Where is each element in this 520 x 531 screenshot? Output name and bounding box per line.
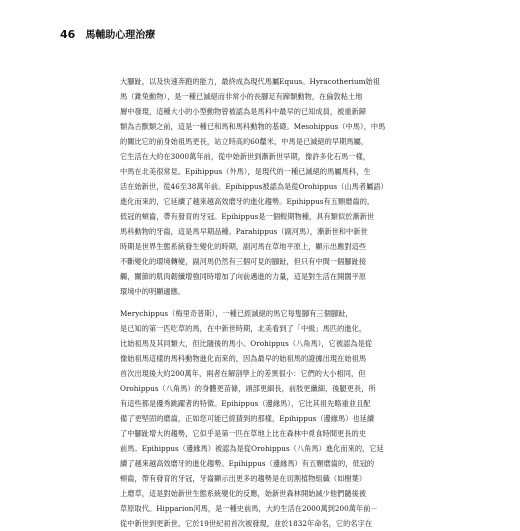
text-line: 的關比它的前身始祖馬更長，站立時高約60釐米，中馬是已滅絕的早期馬屬， <box>120 137 369 146</box>
text-line: 備了更堅固的磨齒，正如您可能已經猜到的那樣，Epihippus（邊緣馬）也延續 <box>120 414 375 423</box>
text-line: 馬科動物的牙齒，這是馬早期品種。Parahippus（副河馬），漸新世和中新世 <box>120 227 368 236</box>
text-line: 活在始新世，從46至38萬年前。Epihippus被認為是從Orohippus（山馬者屬語） <box>120 182 388 191</box>
running-title: 馬輔助心理治療 <box>85 30 156 41</box>
text-line: Orohippus（八角馬）的身體更苗條，頭部更細長，前肢更纖細，後腿更長，所 <box>120 384 376 393</box>
text-line: 前馬。Epihippus（邊緣馬）被認為是從Orohippus（八角馬）進化而來的，它延 <box>120 444 384 453</box>
text-line: 環境中的明顯適應。 <box>120 287 186 296</box>
text-line: 馬（錐兔動物），是一種已滅絕而非常小的長腳足有蹄類動物，在倫敦粘土地 <box>120 92 363 101</box>
text-line: 低冠的頰齒，帶有發育的牙冠。Epihippus是一個較期物種，具有類似於漸新世 <box>120 212 375 221</box>
text-line: 不斷變化的環境轉變，副河馬仍然有三個可見的腳趾，但只有中間一個腳趾接 <box>120 257 367 266</box>
text-line: 首次出現後大約200萬年，兩者在解剖學上的差異很小：它們的大小相同，但 <box>120 369 366 378</box>
text-line: 草原取代。Hipparion河馬，是一種史前馬，大約生活在2000萬到200萬年前－ <box>120 504 378 513</box>
text-line: 大腳趾，以及快速奔跑的能力，最終成為現代馬屬Equus。Hyracotherium始祖 <box>120 77 380 86</box>
text-line: 續了越來越高效磨牙的進化趨勢。Epihippus（邊緣馬）有五顆磨齒的，低冠的 <box>120 459 375 468</box>
page-header <box>60 26 155 41</box>
text-line: 層中發現，這種大小的小型動物曾被認為是馬科中最早的已知成員，被重新歸 <box>120 107 367 116</box>
text-line: Merychippus（梅里奇普斯），一種已經滅絕的馬它每隻腳有三個腳趾， <box>120 309 353 318</box>
text-line: 類為古獸類之前，這是一種已和馬和馬科動物的基礎。Mesohippus（中馬），中馬 <box>120 122 386 131</box>
text-line: 了中腳趾增大的趨勢，它似乎是第一匹在草地上比在森林中覓食時間更長的史 <box>120 429 367 438</box>
text-line: 比始祖馬及其同類大，但比隨後的馬小。Orohippus（八角馬），它被認為是從 <box>120 339 373 348</box>
text-line: 有這些都是優秀跳躍者的特徵。Epihippus（邊緣馬），它比其祖先略重並且配 <box>120 399 371 408</box>
text-line: 它生活在大約在3000萬年前，從中始新世到漸新世早期，像許多化石馬一樣， <box>120 152 371 161</box>
text-line: 中馬在北美很常見。Epihippus（外馬），是現代的一種已滅絕的馬屬馬科，生 <box>120 167 371 176</box>
text-line: 上磨草，這是對始新世生態系統變化的反應，始新世森林開始減少他們隨後被 <box>120 489 367 498</box>
text-line: 時期是世界生態系統發生變化的時期，副河馬在草地平原上，顯示出應對這些 <box>120 242 367 251</box>
page-number: 46 <box>60 28 76 41</box>
text-line: 進化而來的，它延續了越來越高效磨牙的進化趨勢。Epihippus有五顆磨齒的， <box>120 197 375 206</box>
body-text <box>120 74 458 531</box>
text-line: 觸，關節的肌肉韌纖增強同時增加了向前邁進的力量，這是對生活在開闊平原 <box>120 272 367 281</box>
text-line: 從中新世到更新世，它於19世紀初首次被發現，並於1832年命名，它的名字在 <box>120 519 373 528</box>
text-line: 像始祖馬這樣的馬科動物進化而來的，因為最早的始祖馬的證據出現在始祖馬 <box>120 354 367 363</box>
paragraph-1 <box>120 74 458 299</box>
paragraph-gap <box>120 299 458 306</box>
text-line: 是已知的第一匹吃草的馬，在中新世時期，北美看到了「中級」馬匹的進化， <box>120 324 367 333</box>
text-line: 頰齒，帶有發育的牙冠，牙齒顯示出更多的趨勢是在切割植物組織（如樹葉） <box>120 474 367 483</box>
paragraph-2 <box>120 306 458 531</box>
